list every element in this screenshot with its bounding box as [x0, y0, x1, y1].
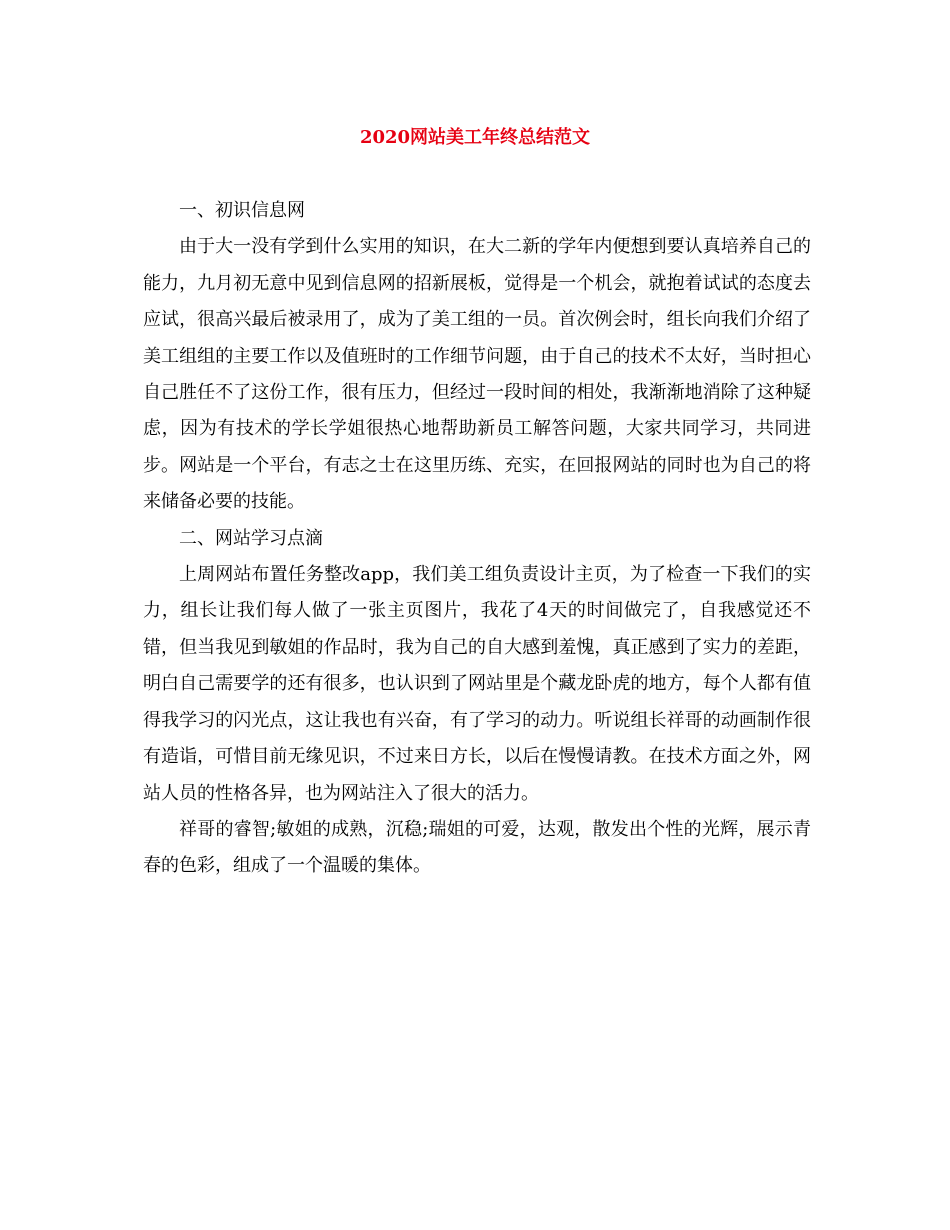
paragraph-2: 上周网站布置任务整改app，我们美工组负责设计主页，为了检查一下我们的实力，组长让我们每人做了一张主页图片，我花了4天的时间做完了，自我感觉还不错，但当我见到敏姐的作品时，我为自己的自大感到羞愧，真正感到了实力的差距，明白自己需要学的还有很多，也认识到了网站里是个藏龙卧虎的地方，每个人都有值得我学习的闪光点，这让我也有兴奋，有了学习的动力。听说组长祥哥的动画制作很有造诣，可惜目前无缘见识，不过来日方长，以后在慢慢请教。在技术方面之外，网站人员的性格各异，也为网站注入了很大的活力。 — [143, 564, 811, 804]
paragraph-1: 由于大一没有学到什么实用的知识，在大二新的学年内便想到要认真培养自己的能力，九月初无意中见到信息网的招新展板，觉得是一个机会，就抱着试试的态度去应试，很高兴最后被录用了，成为了美工组的一员。首次例会时，组长向我们介绍了美工组组的主要工作以及值班时的工作细节问题，由于自己的技术不太好，当时担心自己胜任不了这份工作，很有压力，但经过一段时间的相处，我渐渐地消除了这种疑虑，因为有技术的学长学姐很热心地帮助新员工解答问题，大家共同学习，共同进步。网站是一个平台，有志之士在这里历练、充实，在回报网站的同时也为自己的将来储备必要的技能。 — [143, 236, 811, 513]
document-title: 2020网站美工年终总结范文 — [359, 127, 591, 148]
paragraph-3: 祥哥的睿智;敏姐的成熟，沉稳;瑞姐的可爱，达观，散发出个性的光辉，展示青春的色彩，组成了一个温暖的集体。 — [143, 818, 811, 877]
section-heading-1: 一、初识信息网 — [179, 200, 305, 221]
section-heading-2: 二、网站学习点滴 — [179, 527, 323, 549]
document-body — [143, 193, 811, 885]
